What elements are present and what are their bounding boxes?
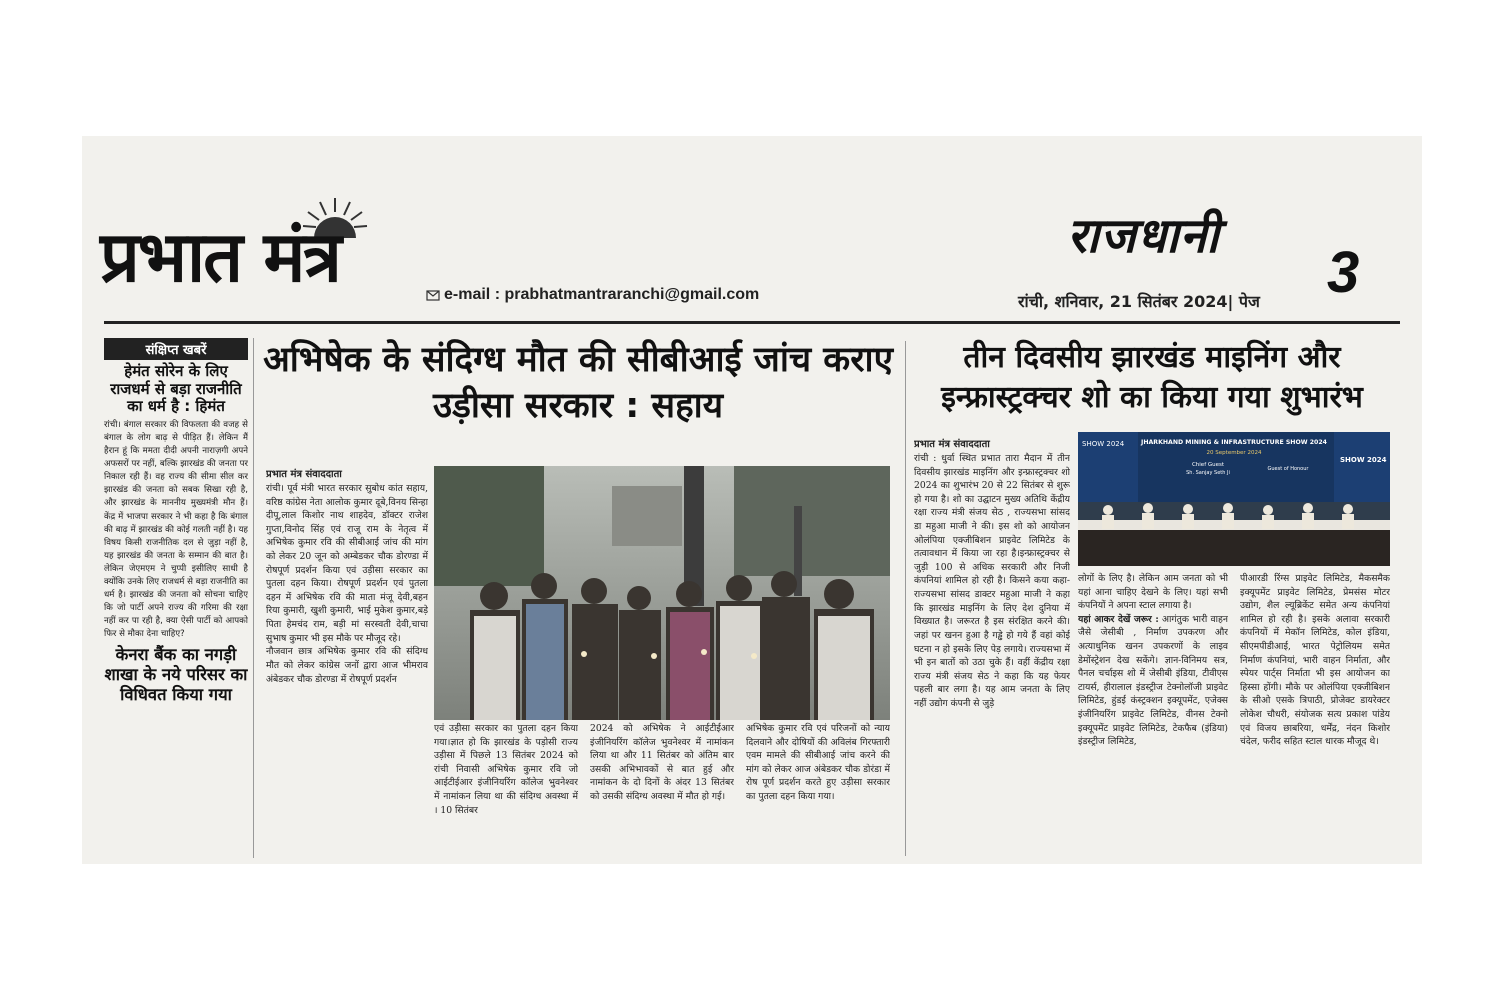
banner-left-text: SHOW 2024 xyxy=(1082,440,1125,448)
right-headline: तीन दिवसीय झारखंड माइनिंग और इन्फ्रास्ट्रक्चर शो का किया गया शुभारंभ xyxy=(941,340,1363,415)
main-col2-text: एवं उड़ीसा सरकार का पुतला दहन किया गया।ज्ञात हो कि झारखंड के पड़ोसी राज्य उड़ीसा में पिछले 13 सितंबर 2024 को रांची निवासी अभिषेक कुमार रवि जो आईटीईआर इंजीनियरिंग कॉलेज भुवनेश्वर में नामांकन लिया था की संदिग्ध अवस्था में । 10 सितंबर xyxy=(434,723,578,816)
banner-right-text: SHOW 2024 xyxy=(1340,456,1387,464)
page-number: 3 xyxy=(1327,240,1360,305)
masthead-title: प्रभात मंत्र xyxy=(100,216,340,298)
column-divider xyxy=(253,338,254,858)
briefs-label: संक्षिप्त खबरें xyxy=(104,338,248,360)
section-title: राजधानी xyxy=(1067,208,1220,264)
right-col2-text-a: लोगों के लिए है। लेकिन आम जनता को भी यहां आना चाहिए देखने के लिए। यहां सभी कंपनियों ने अपना स्टाल लगाया है। xyxy=(1078,573,1228,612)
chief-guest-name: Sh. Sanjay Seth Ji xyxy=(1186,470,1230,476)
banner-date-text: 20 September 2024 xyxy=(1206,450,1262,456)
column-divider xyxy=(905,341,906,856)
guest-honour-label: Guest of Honour xyxy=(1267,466,1309,472)
right-col1-text: रांची : धुर्वा स्थित प्रभात तारा मैदान में तीन दिवसीय झारखंड माइनिंग और इन्फ्रास्ट्रक्चर शो 2024 का शुभारंभ 20 से 22 सितंबर से शुरू हो गया है। शो का उद्घाटन मुख्य अतिथि केंद्रीय रक्षा राज्य मंत्री संजय सेठ , राज्यसभा सांसद डा महुआ माजी ने की। इस शो को आयोजन ओलंपिया एक्जीबिशन प्राइवेट लिमिटेड के तत्वावधान में किया जा रहा है।इन्फ्रास्ट्रक्चर से जुड़ी 100 से अधिक सरकारी और निजी कंपनियां शामिल हो रही है। किसने कया कहा- राज्यसभा सांसद डाक्टर महुआ माजी ने कहा कि झारखंड माइनिंग के लिए देश दुनिया में विख्यात है। जरूरत है इस संरक्षित करने की। जहां पर खनन हुआ है गड्ढे हो गये हैं वहां कोई घटना न हो इसके लिए पेड़ लगाये। राज्यसभा में भी इन बातों को उठा चुके हैं। वहीं केंद्रीय रक्षा राज्य मंत्री संजय सेठ ने कहा कि यह फेयर पहली बार लगा है। यह आम जनता के लिए नहीं उद्योग कंपनी से जुड़े xyxy=(914,453,1070,709)
masthead-email xyxy=(426,286,759,304)
mining-show-photo xyxy=(1078,432,1390,566)
banner-title-text: JHARKHAND MINING & INFRASTRUCTURE SHOW 2024 xyxy=(1141,439,1327,446)
chief-guest-label: Chief Guest xyxy=(1191,462,1225,468)
right-col2-text-b: आगंतुक भारी वाहन जैसे जेसीबी , निर्माण उपकरण और अत्याधुनिक खनन उपकरणों के लाइव डेमोंस्ट्रेशन देख सकेंगे। ज्ञान-विनिमय सत्र, पैनल चर्चाइस शो में जेसीबी इंडिया, टीवीएस टायर्स, हीरालाल इंडस्ट्रीज टेक्नोलॉजी प्राइवेट लिमिटेड, हुंडई कंस्ट्रक्शन इक्यूपमेंट, एजेक्स इंजीनियरिंग प्राइवेट लिमिटेड, वीनस टेक्नो इक्यूपमेंट प्राइवेट लिमिटेड, टेकफैब (इंडिया) इंडस्ट्रीज लिमिटेड, xyxy=(1078,613,1228,748)
main-story-column-3 xyxy=(590,722,734,862)
mail-icon xyxy=(426,288,440,302)
right-col2-subhead: यहां आकर देखें जरूर : xyxy=(1078,613,1159,625)
brief-headline-1: हेमंत सोरेन के लिए राजधर्म से बड़ा राजनीति का धर्म है : हिमंत xyxy=(110,362,242,416)
protest-photo xyxy=(434,466,890,720)
mining-show-photo-image xyxy=(1078,432,1390,566)
dateline: रांची, शनिवार, 21 सितंबर 2024| पेज xyxy=(1018,292,1260,311)
brief-headline-2: केनरा बैंक का नगड़ी शाखा के नये परिसर का विधिवत किया गया xyxy=(104,645,248,704)
main-col1-text: रांची। पूर्व मंत्री भारत सरकार सुबोध कांत सहाय, वरिष्ठ कांग्रेस नेता आलोक कुमार दूबे,विनय सिन्हा दीपू,लाल किशोर नाथ शाहदेव, डॉक्टर राजेश गुप्ता,विनोद सिंह एवं राजू राम के नेतृत्व में अभिषेक कुमार रवि की सीबीआई जांच की मांग को लेकर 20 जून को अम्बेडकर चौक डोरण्डा में रोषपूर्ण प्रदर्शन किया एवं उड़ीसा सरकार का पुतला दहन किया। रोषपूर्ण प्रदर्शन एवं पुतला दहन में अभिषेक रवि की माता मंजू देवी,बहन रिया कुमारी, खुशी कुमारी, भाई मुकेश कुमार,बड़े पिता हेमचंद राम, बड़ी मां सरस्वती देवी,चाचा सुभाष कुमार भी इस मौके पर मौजूद रहे। xyxy=(266,483,428,644)
main-story-column-1 xyxy=(266,466,428,861)
masthead-rule xyxy=(104,321,1400,324)
right-story-column-3 xyxy=(1240,572,1390,862)
email-text: e-mail : prabhatmantraranchi@gmail.com xyxy=(444,286,760,303)
right-story-column-1 xyxy=(914,436,1070,861)
main-col4-text: अभिषेक कुमार रवि एवं परिजनों को न्याय दिलवाने और दोषियों की अविलंब गिरफ्तारी एवम मामले की सीबीआई जांच करने की मांग को लेकर आज अंबेडकर चौक डोरंडा में रोष पूर्ण प्रदर्शन करते हुए उड़ीसा सरकार का पुतला दहन किया गया। xyxy=(746,723,890,803)
main-story-column-2 xyxy=(434,722,578,862)
main-col1-text-b: नौजवान छात्र अभिषेक कुमार रवि की संदिग्ध मौत को लेकर कांग्रेस जनों द्वारा आज भीमराव अंबेडकर चौक डोरण्डा में रोषपूर्ण प्रदर्शन xyxy=(266,646,428,685)
newspaper-page xyxy=(82,136,1422,864)
masthead-logo xyxy=(82,136,422,326)
protest-photo-image xyxy=(434,466,890,720)
main-headline: अभिषेक के संदिग्ध मौत की सीबीआई जांच कराए उड़ीसा सरकार : सहाय xyxy=(263,340,893,426)
briefs-column xyxy=(104,338,248,864)
main-story-column-4 xyxy=(746,722,890,862)
main-col3-text: 2024 को अभिषेक ने आईटीईआर इंजीनियरिंग कॉलेज भुवनेश्वर में नामांकन लिया था और 11 सितंबर को अंतिम बार उसकी अभिभावकों से बात हुई और नामांकन के दो दिनों के अंदर 13 सितंबर को उसकी संदिग्ध अवस्था में मौत हो गई। xyxy=(590,723,734,803)
right-story-column-2 xyxy=(1078,572,1228,862)
right-col3-text: पीआरडी रिंग्स प्राइवेट लिमिटेड, मैकसमैक इक्यूपमेंट प्राइवेट लिमिटेड, प्रेमसंस मोटर उद्योग, शैल ल्यूब्रिकेंट समेत अन्य कंपनियां शामिल हो रही है। इसके अलावा सरकारी कंपनियों में मेकॉन लिमिटेड, कोल इंडिया, सीएमपीडीआई, भारत पेट्रोलियम समेत निर्माण कंपनियां, भारी वाहन निर्माता, और स्पेयर पार्ट्स निर्माता भी इस आयोजन का हिस्सा होंगी। मौके पर ओलंपिया एक्जीबिशन के सीओ एसके त्रिपाठी, प्रोजेक्ट डायरेक्टर लोकेश चौधरी, संयोजक सत्य प्रकाश पांडेय एवं विजय छाबरिया, धर्मेंद्र, नंदन किशोर चंदेल, फरीद सहित स्टाल धारक मौजूद थे। xyxy=(1240,573,1390,748)
main-byline: प्रभात मंत्र संवाददाता xyxy=(266,469,342,480)
right-byline: प्रभात मंत्र संवाददाता xyxy=(914,439,990,450)
brief-text-1: रांची। बंगाल सरकार की विफलता की वजह से बंगाल के लोग बाढ़ से पीड़ित हैं। लेकिन मैं हैरान हूं कि ममता दीदी अपनी नाराज़गी अपने अफसरों पर नहीं, बल्कि झारखंड की जनता पर निकाल रही हैं। वह राज्य की सीमा सील कर झारखंड की जनता को सबक सिखा रही है, और झारखंड के माननीय मुख्यमंत्री मौन हैं। केंद्र में भाजपा सरकार ने भी कहा है कि बंगाल की बाढ़ में झारखंड की कोई गलती नहीं है। यह विषय किसी राजनीतिक दल से जुड़ा नहीं है, यह झारखंड की जनता के सम्मान की बात है। लेकिन जेएमएम ने चुप्पी इसीलिए साधी है क्योंकि उनके लिए राजधर्म से बड़ा राजनीति का धर्म है। झारखंड की जनता को सोचना चाहिए कि जो पार्टी अपने राज्य की गरिमा की रक्षा नहीं कर पा रही है, क्या ऐसी पार्टी को आपको फिर से मौका देना चाहिए? xyxy=(104,420,248,640)
